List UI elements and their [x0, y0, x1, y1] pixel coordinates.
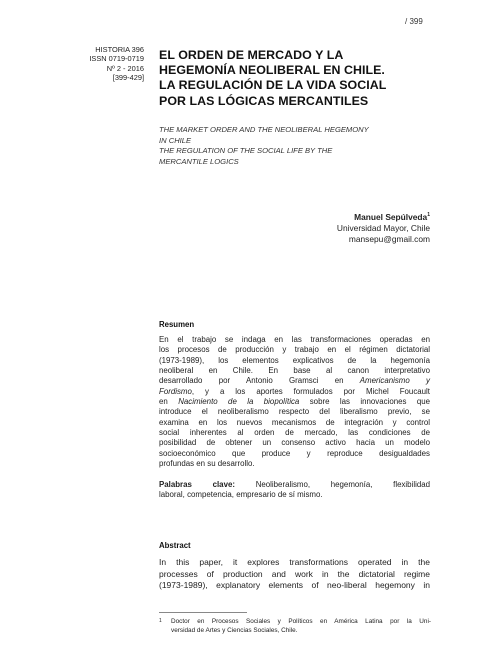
keywords-list: Neoliberalismo, hegemonía, flexibilidad [234, 480, 430, 489]
footnote [159, 617, 431, 636]
article-title [159, 48, 444, 109]
title-line: EL ORDEN DE MERCADO Y LA [159, 48, 344, 62]
abstract-line: In this paper, it explores transformations operated in the [159, 557, 430, 567]
page-number: / 399 [405, 17, 423, 26]
subtitle-line: THE REGULATION OF THE SOCIAL LIFE BY THE [159, 146, 333, 156]
resumen-line: En el trabajo se indaga en las transformaciones operadas en [159, 335, 430, 344]
footnote-line: versidad de Artes y Ciencias Sociales, Chile. [171, 627, 298, 635]
journal-issn: ISSN 0719-0719 [89, 54, 144, 64]
resumen-line: profundas en su desarrollo. [159, 459, 255, 469]
keywords-line: laboral, competencia, empresario de sí mismo. [159, 490, 323, 500]
keywords-line [159, 480, 430, 490]
resumen-line: social inherentes al orden de mercado, las condiciones de [159, 428, 430, 438]
author-affiliation: Universidad Mayor, Chile [336, 222, 430, 233]
resumen-line: introduce el neoliberalismo respecto del liberalismo previo, se [159, 407, 430, 417]
title-line: POR LAS LÓGICAS MERCANTILES [159, 93, 369, 108]
english-title [159, 125, 449, 167]
footnote-divider [159, 612, 247, 613]
title-line: HEGEMONÍA NEOLIBERAL EN CHILE. [159, 63, 385, 78]
abstract-heading: Abstract [159, 541, 191, 550]
title-line: LA REGULACIÓN DE LA VIDA SOCIAL [159, 78, 387, 93]
footnote-line: Doctor en Procesos Sociales y Políticos en América Latina por la Uni- [171, 618, 431, 625]
subtitle-line: IN CHILE [159, 135, 192, 145]
abstract-line: (1973-1989), explanatory elements of neo-liberal hegemony in [159, 580, 430, 591]
resumen-line: neoliberal en Chile. En base al canon interpretativo [159, 366, 430, 376]
resumen-line: posibilidad de obtener un consenso activo hacia un modelo [159, 438, 430, 448]
resumen-line: examina en los nuevos mecanismos de integración y control [159, 417, 430, 427]
journal-info [80, 45, 144, 83]
abstract-line: processes of production and work in the dictatorial regime [159, 568, 430, 579]
resumen-line: en Nacimiento de la biopolítica sobre las innovaciones que [159, 397, 430, 407]
author-name: Manuel Sepúlveda$^1$ [354, 211, 430, 222]
subtitle-line: THE MARKET ORDER AND THE NEOLIBERAL HEGEMONY [159, 125, 369, 134]
resumen-line: desarrollado por Antonio Gramsci en Americanismo y [159, 376, 431, 386]
keywords-label: Palabras clave: [159, 480, 235, 489]
keywords [159, 480, 430, 501]
abstract-text [159, 557, 430, 592]
journal-pages: [399-429] [112, 73, 144, 83]
resumen-line: los procesos de producción y trabajo en el régimen dictatorial [159, 345, 430, 355]
footnote-mark: 1 [159, 618, 162, 624]
resumen-line: (1973-1989), los elementos explicativos de la hegemonía [159, 355, 430, 365]
author-email[interactable]: mansepu@gmail.com [348, 233, 430, 244]
journal-name: HISTORIA 396 [95, 45, 144, 54]
subtitle-line: MERCANTILE LOGICS [159, 156, 239, 166]
author-footnote-mark: 1 [427, 212, 430, 218]
resumen-line: socioeconómico que produce y reproduce desigualdades [159, 448, 430, 458]
resumen-heading: Resumen [159, 320, 195, 329]
author-block [290, 210, 430, 245]
journal-issue: Nº 2 - 2016 [106, 63, 144, 73]
resumen-line: Fordismo, y a los aportes formulados por Michel Foucault [159, 386, 430, 396]
resumen-text [159, 335, 430, 469]
